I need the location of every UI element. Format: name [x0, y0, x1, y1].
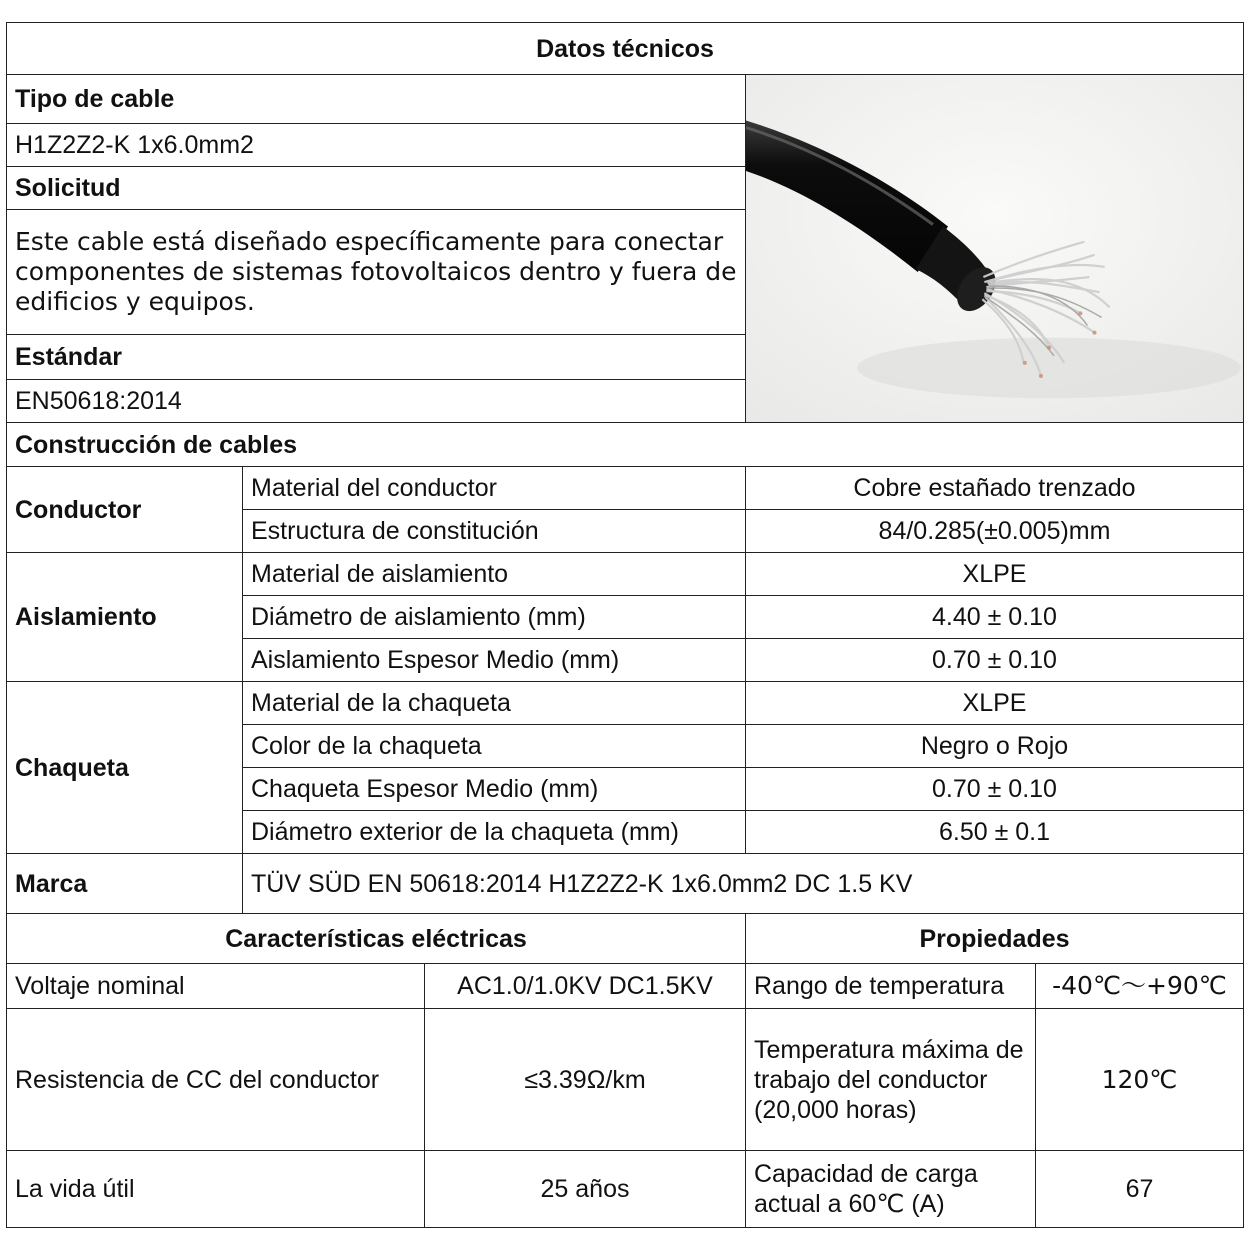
- electrical-row-name: Voltaje nominal: [7, 964, 425, 1009]
- row-value: 0.70 ± 0.10: [746, 768, 1244, 811]
- row-name: Material de aislamiento: [243, 553, 746, 596]
- cable-photo: [746, 75, 1244, 423]
- title-row: [7, 23, 1244, 75]
- conductor-label: Conductor: [7, 467, 243, 553]
- table-row: [7, 1151, 1244, 1228]
- mark-label: Marca: [7, 854, 243, 914]
- table-row: [7, 682, 1244, 725]
- construction-header-row: [7, 423, 1244, 467]
- electrical-row-value: 25 años: [425, 1151, 746, 1228]
- construction-label: Construcción de cables: [7, 423, 1244, 467]
- table-row: [7, 467, 1244, 510]
- row-name: Estructura de constitución: [243, 510, 746, 553]
- cable-type-value: H1Z2Z2-K 1x6.0mm2: [7, 124, 746, 167]
- mark-row: [7, 854, 1244, 914]
- table-row: [7, 964, 1244, 1009]
- electrical-label: Características eléctricas: [7, 914, 746, 964]
- property-row-value: 120℃: [1036, 1009, 1244, 1151]
- row-value: XLPE: [746, 682, 1244, 725]
- application-value: Este cable está diseñado específicamente para conectar componentes de sistemas fotovoltaicos dentro y fuera de edificios y equipos.: [7, 210, 746, 335]
- property-row-name: Rango de temperatura: [746, 964, 1036, 1009]
- electrical-row-name: La vida útil: [7, 1151, 425, 1228]
- row-name: Chaqueta Espesor Medio (mm): [243, 768, 746, 811]
- properties-label: Propiedades: [746, 914, 1244, 964]
- electrical-row-name: Resistencia de CC del conductor: [7, 1009, 425, 1151]
- row-value: 4.40 ± 0.10: [746, 596, 1244, 639]
- row-name: Material de la chaqueta: [243, 682, 746, 725]
- cable-type-header-row: [7, 75, 1244, 124]
- row-value: 6.50 ± 0.1: [746, 811, 1244, 854]
- row-name: Diámetro de aislamiento (mm): [243, 596, 746, 639]
- table-title: Datos técnicos: [7, 23, 1244, 75]
- jacket-label: Chaqueta: [7, 682, 243, 854]
- property-row-name: Temperatura máxima de trabajo del conductor (20,000 horas): [746, 1009, 1036, 1151]
- electrical-properties-header-row: [7, 914, 1244, 964]
- standard-value: EN50618:2014: [7, 380, 746, 423]
- electrical-row-value: ≤3.39Ω/km: [425, 1009, 746, 1151]
- property-row-value: 67: [1036, 1151, 1244, 1228]
- row-value: XLPE: [746, 553, 1244, 596]
- table-row: [7, 1009, 1244, 1151]
- row-value: Cobre estañado trenzado: [746, 467, 1244, 510]
- insulation-label: Aislamiento: [7, 553, 243, 682]
- row-name: Material del conductor: [243, 467, 746, 510]
- row-value: Negro o Rojo: [746, 725, 1244, 768]
- row-name: Diámetro exterior de la chaqueta (mm): [243, 811, 746, 854]
- spec-sheet: [6, 22, 1244, 1225]
- property-row-name: Capacidad de carga actual a 60℃ (A): [746, 1151, 1036, 1228]
- technical-data-table: [6, 22, 1244, 1228]
- property-row-value: -40℃～+90℃: [1036, 964, 1244, 1009]
- row-name: Aislamiento Espesor Medio (mm): [243, 639, 746, 682]
- mark-value: TÜV SÜD EN 50618:2014 H1Z2Z2-K 1x6.0mm2 DC 1.5 KV: [243, 854, 1244, 914]
- row-name: Color de la chaqueta: [243, 725, 746, 768]
- row-value: 84/0.285(±0.005)mm: [746, 510, 1244, 553]
- application-label: Solicitud: [7, 167, 746, 210]
- row-value: 0.70 ± 0.10: [746, 639, 1244, 682]
- standard-label: Estándar: [7, 335, 746, 380]
- cable-type-label: Tipo de cable: [7, 75, 746, 124]
- table-row: [7, 553, 1244, 596]
- electrical-row-value: AC1.0/1.0KV DC1.5KV: [425, 964, 746, 1009]
- cable-image: [746, 75, 1243, 422]
